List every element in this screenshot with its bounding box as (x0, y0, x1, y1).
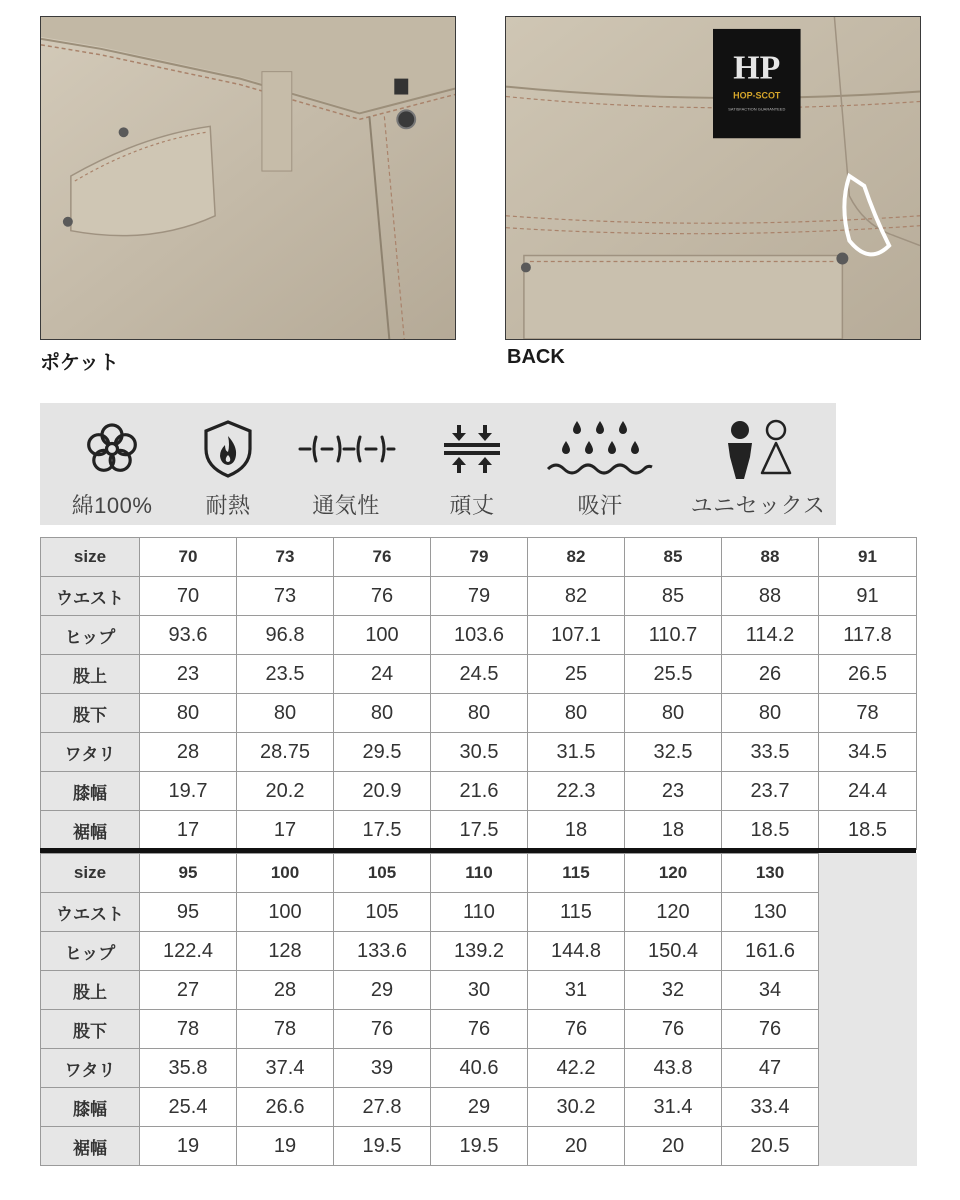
table-cell: 80 (528, 694, 625, 733)
table-cell: 26.5 (819, 655, 917, 694)
table-cell: 47 (722, 1049, 819, 1088)
table-cell: 105 (334, 893, 431, 932)
table-cell: 17 (237, 811, 334, 850)
table-cell: 30.5 (431, 733, 528, 772)
size-table-2 (40, 853, 917, 1166)
table-row (41, 1049, 917, 1088)
table-cell: 133.6 (334, 932, 431, 971)
features-panel (40, 403, 836, 525)
unisex-icon (716, 417, 800, 481)
row-label: 股下 (41, 1010, 140, 1049)
table-cell: 43.8 (625, 1049, 722, 1088)
table-cell: 30 (431, 971, 528, 1010)
table-cell: 39 (334, 1049, 431, 1088)
row-label: 股上 (41, 971, 140, 1010)
table-cell: 34 (722, 971, 819, 1010)
pocket-caption: ポケット (40, 352, 119, 374)
size-header-cell: 76 (334, 538, 431, 577)
size-table-1 (40, 537, 917, 850)
empty-cell (819, 1127, 917, 1166)
table-cell: 79 (431, 577, 528, 616)
table-cell: 76 (722, 1010, 819, 1049)
pocket-photo-image (41, 17, 455, 339)
brand-logo-name: HOP-SCOT (733, 90, 781, 101)
empty-cell (819, 893, 917, 932)
table-cell: 161.6 (722, 932, 819, 971)
table-cell: 78 (140, 1010, 237, 1049)
row-label: ヒップ (41, 932, 140, 971)
table-cell: 88 (722, 577, 819, 616)
table-cell: 95 (140, 893, 237, 932)
table-header-row (41, 538, 917, 577)
row-label: 膝幅 (41, 772, 140, 811)
table-cell: 80 (140, 694, 237, 733)
table-cell: 22.3 (528, 772, 625, 811)
table-cell: 85 (625, 577, 722, 616)
air-flow-icon (294, 429, 398, 469)
row-label: 股下 (41, 694, 140, 733)
table-cell: 80 (625, 694, 722, 733)
table-cell: 29 (431, 1088, 528, 1127)
table-cell: 122.4 (140, 932, 237, 971)
table-cell: 31 (528, 971, 625, 1010)
empty-cell (819, 932, 917, 971)
table-cell: 31.4 (625, 1088, 722, 1127)
table-cell: 80 (334, 694, 431, 733)
table-cell: 20.5 (722, 1127, 819, 1166)
feature-unisex (690, 403, 826, 525)
table-cell: 78 (819, 694, 917, 733)
size-header-label: size (41, 538, 140, 577)
feature-durable (434, 403, 510, 525)
feature-sweat-label: 吸汗 (577, 493, 623, 518)
table-cell: 19.7 (140, 772, 237, 811)
table-cell: 27.8 (334, 1088, 431, 1127)
table-cell: 18.5 (819, 811, 917, 850)
back-photo-image (506, 17, 920, 339)
table-cell: 20 (528, 1127, 625, 1166)
table-cell: 34.5 (819, 733, 917, 772)
back-caption: BACK (507, 346, 565, 368)
back-photo (505, 16, 921, 340)
table-cell: 120 (625, 893, 722, 932)
row-label: ウエスト (41, 577, 140, 616)
table-cell: 96.8 (237, 616, 334, 655)
row-label: ワタリ (41, 1049, 140, 1088)
table-cell: 37.4 (237, 1049, 334, 1088)
feature-cotton-label: 綿100% (71, 493, 153, 518)
empty-cell (819, 854, 917, 893)
flame-shield-icon (200, 419, 256, 479)
table-cell: 21.6 (431, 772, 528, 811)
table-cell: 73 (237, 577, 334, 616)
table-cell: 32.5 (625, 733, 722, 772)
table-cell: 150.4 (625, 932, 722, 971)
table-cell: 32 (625, 971, 722, 1010)
table-cell: 19 (140, 1127, 237, 1166)
size-header-cell: 115 (528, 854, 625, 893)
size-header-cell: 88 (722, 538, 819, 577)
table-row (41, 893, 917, 932)
size-header-cell: 91 (819, 538, 917, 577)
size-header-cell: 110 (431, 854, 528, 893)
table-cell: 28.75 (237, 733, 334, 772)
table-cell: 17 (140, 811, 237, 850)
row-label: 膝幅 (41, 1088, 140, 1127)
durable-icon (440, 421, 504, 477)
feature-heat-label: 耐熱 (205, 493, 251, 518)
table-cell: 24.4 (819, 772, 917, 811)
feature-breathable (294, 403, 398, 525)
table-cell: 29.5 (334, 733, 431, 772)
row-label: 股上 (41, 655, 140, 694)
table-cell: 139.2 (431, 932, 528, 971)
table-row (41, 811, 917, 850)
pocket-photo (40, 16, 456, 340)
cotton-flower-icon (84, 421, 140, 477)
table-cell: 80 (722, 694, 819, 733)
size-header-cell: 120 (625, 854, 722, 893)
feature-unisex-label: ユニセックス (690, 493, 826, 518)
table-row (41, 655, 917, 694)
size-header-label: size (41, 854, 140, 893)
table-cell: 20.2 (237, 772, 334, 811)
size-header-cell: 85 (625, 538, 722, 577)
table-cell: 76 (625, 1010, 722, 1049)
feature-sweat (542, 403, 658, 525)
table-row (41, 932, 917, 971)
table-cell: 23.5 (237, 655, 334, 694)
size-header-cell: 105 (334, 854, 431, 893)
table-cell: 115 (528, 893, 625, 932)
table-cell: 128 (237, 932, 334, 971)
size-header-cell: 100 (237, 854, 334, 893)
table-cell: 76 (334, 1010, 431, 1049)
empty-cell (819, 971, 917, 1010)
table-row (41, 1088, 917, 1127)
row-label: ウエスト (41, 893, 140, 932)
feature-heat (188, 403, 268, 525)
table-row (41, 733, 917, 772)
table-cell: 103.6 (431, 616, 528, 655)
table-cell: 107.1 (528, 616, 625, 655)
table-cell: 20.9 (334, 772, 431, 811)
size-header-cell: 79 (431, 538, 528, 577)
table-cell: 30.2 (528, 1088, 625, 1127)
table-cell: 76 (528, 1010, 625, 1049)
table-cell: 28 (237, 971, 334, 1010)
table-cell: 100 (237, 893, 334, 932)
table-cell: 76 (334, 577, 431, 616)
table-row (41, 577, 917, 616)
table-cell: 24.5 (431, 655, 528, 694)
table-row (41, 1010, 917, 1049)
empty-cell (819, 1088, 917, 1127)
table-cell: 18 (625, 811, 722, 850)
empty-cell (819, 1049, 917, 1088)
table-cell: 28 (140, 733, 237, 772)
table-cell: 23.7 (722, 772, 819, 811)
table-cell: 18 (528, 811, 625, 850)
table-cell: 25.4 (140, 1088, 237, 1127)
table-row (41, 1127, 917, 1166)
table-cell: 19.5 (334, 1127, 431, 1166)
feature-cotton (68, 403, 156, 525)
table-cell: 25 (528, 655, 625, 694)
table-cell: 78 (237, 1010, 334, 1049)
table-cell: 144.8 (528, 932, 625, 971)
size-header-cell: 130 (722, 854, 819, 893)
table-cell: 91 (819, 577, 917, 616)
table-cell: 76 (431, 1010, 528, 1049)
row-label: 裾幅 (41, 811, 140, 850)
table-cell: 17.5 (431, 811, 528, 850)
table-cell: 19.5 (431, 1127, 528, 1166)
table-cell: 70 (140, 577, 237, 616)
table-row (41, 694, 917, 733)
sweat-absorb-icon (544, 417, 656, 481)
table-cell: 23 (140, 655, 237, 694)
table-header-row (41, 854, 917, 893)
table-cell: 24 (334, 655, 431, 694)
table-cell: 110.7 (625, 616, 722, 655)
brand-logo-tagline: SATISFACTION GUARANTEED (728, 106, 786, 112)
table-cell: 26.6 (237, 1088, 334, 1127)
table-cell: 82 (528, 577, 625, 616)
table-cell: 80 (431, 694, 528, 733)
table-cell: 33.5 (722, 733, 819, 772)
table-cell: 110 (431, 893, 528, 932)
table-cell: 23 (625, 772, 722, 811)
table-cell: 31.5 (528, 733, 625, 772)
row-label: ワタリ (41, 733, 140, 772)
table-cell: 130 (722, 893, 819, 932)
feature-breathable-label: 通気性 (312, 493, 380, 518)
table-row (41, 772, 917, 811)
table-cell: 20 (625, 1127, 722, 1166)
size-header-cell: 73 (237, 538, 334, 577)
size-header-cell: 82 (528, 538, 625, 577)
size-header-cell: 70 (140, 538, 237, 577)
size-header-cell: 95 (140, 854, 237, 893)
table-cell: 117.8 (819, 616, 917, 655)
table-cell: 40.6 (431, 1049, 528, 1088)
table-cell: 27 (140, 971, 237, 1010)
table-cell: 93.6 (140, 616, 237, 655)
table-row (41, 616, 917, 655)
feature-durable-label: 頑丈 (449, 493, 495, 518)
empty-cell (819, 1010, 917, 1049)
row-label: 裾幅 (41, 1127, 140, 1166)
table-cell: 26 (722, 655, 819, 694)
table-cell: 29 (334, 971, 431, 1010)
table-cell: 33.4 (722, 1088, 819, 1127)
table-cell: 114.2 (722, 616, 819, 655)
table-cell: 18.5 (722, 811, 819, 850)
brand-logo-hp: HP (733, 49, 781, 87)
table-row (41, 971, 917, 1010)
table-cell: 35.8 (140, 1049, 237, 1088)
table-cell: 42.2 (528, 1049, 625, 1088)
row-label: ヒップ (41, 616, 140, 655)
table-cell: 17.5 (334, 811, 431, 850)
table-cell: 80 (237, 694, 334, 733)
table-cell: 19 (237, 1127, 334, 1166)
table-cell: 100 (334, 616, 431, 655)
table-cell: 25.5 (625, 655, 722, 694)
